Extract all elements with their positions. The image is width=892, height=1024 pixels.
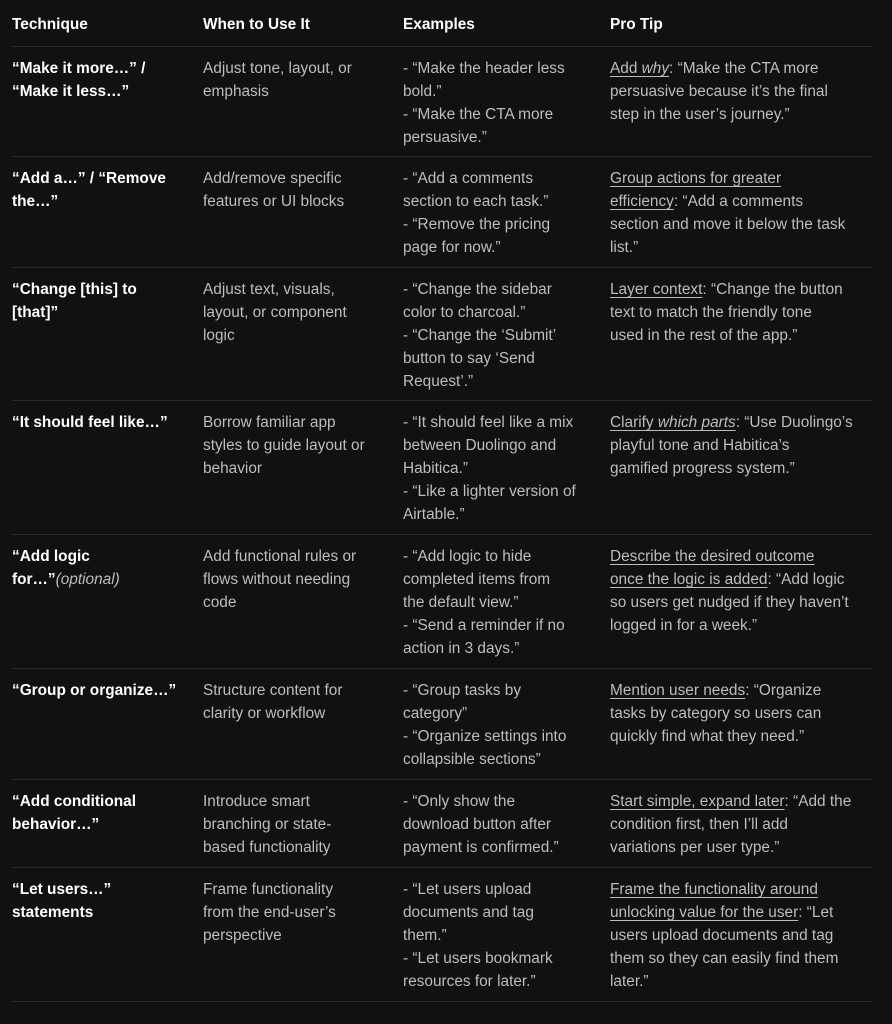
pro-tip-label: Frame the functionality around	[610, 881, 818, 898]
example-line: between Duolingo and	[403, 437, 557, 454]
when-cell	[203, 57, 389, 103]
pro-tip-label: efficiency	[610, 193, 674, 210]
example-line: category”	[403, 705, 468, 722]
example-line: documents and tag	[403, 904, 534, 921]
pro-tip-text: condition first, then I’ll add	[610, 816, 788, 833]
when-line: flows without needing	[203, 571, 351, 588]
pro-tip-text: tasks by category so users can	[610, 705, 822, 722]
when-line: logic	[203, 327, 235, 344]
example-line: action in 3 days.”	[403, 640, 520, 657]
example-line: persuasive.”	[403, 129, 487, 146]
technique-cell	[12, 545, 194, 591]
when-cell	[203, 545, 389, 614]
when-line: Borrow familiar app	[203, 414, 336, 431]
when-line: Adjust text, visuals,	[203, 281, 335, 298]
optional-note: (optional)	[55, 571, 120, 588]
technique-line: “Add logic	[12, 548, 90, 565]
examples-cell	[403, 878, 599, 993]
pro-tip-text: playful tone and Habitica’s	[610, 437, 790, 454]
pro-tip-label: Clarify	[610, 414, 658, 431]
when-line: Structure content for	[203, 682, 343, 699]
pro-tip-text: list.”	[610, 239, 639, 256]
pro-tip-cell	[610, 57, 874, 126]
example-line: - “Add a comments	[403, 170, 534, 187]
when-line: Add functional rules or	[203, 548, 357, 565]
pro-tip-text: them so they can easily find them	[610, 950, 839, 967]
technique-line: “It should feel like…”	[12, 414, 168, 431]
pro-tip-text: : “Use Duolingo’s	[735, 414, 853, 431]
example-line: collapsible sections”	[403, 751, 541, 768]
example-line: - “Remove the pricing	[403, 216, 551, 233]
when-cell	[203, 411, 389, 480]
when-line: perspective	[203, 927, 282, 944]
example-line: - “Let users bookmark	[403, 950, 553, 967]
table-row	[12, 47, 872, 157]
example-line: the default view.”	[403, 594, 519, 611]
header-examples: Examples	[403, 16, 475, 33]
examples-cell	[403, 790, 599, 859]
technique-cell	[12, 411, 194, 434]
pro-tip-cell	[610, 411, 874, 480]
when-line: from the end-user’s	[203, 904, 336, 921]
when-cell	[203, 679, 389, 725]
technique-line: statements	[12, 904, 94, 921]
technique-cell	[12, 167, 194, 213]
examples-cell	[403, 278, 599, 393]
when-cell	[203, 790, 389, 859]
when-line: styles to guide layout or	[203, 437, 365, 454]
pro-tip-label: unlocking value for the user	[610, 904, 799, 921]
when-cell	[203, 878, 389, 947]
example-line: Airtable.”	[403, 506, 465, 523]
pro-tip-cell	[610, 679, 874, 748]
when-line: branching or state-	[203, 816, 332, 833]
pro-tip-label: Start simple, expand later	[610, 793, 785, 810]
example-line: resources for later.”	[403, 973, 536, 990]
pro-tip-label: Mention user needs	[610, 682, 746, 699]
examples-cell	[403, 545, 599, 660]
example-line: them.”	[403, 927, 447, 944]
technique-line: [that]”	[12, 304, 59, 321]
example-line: - “Like a lighter version of	[403, 483, 576, 500]
header-technique: Technique	[12, 16, 88, 33]
pro-tip-text: logged in for a week.”	[610, 617, 758, 634]
pro-tip-label-emphasis: why	[641, 60, 670, 77]
pro-tip-text: : “Let	[798, 904, 834, 921]
table-row	[12, 780, 872, 868]
examples-cell	[403, 411, 599, 526]
example-line: - “Send a reminder if no	[403, 617, 565, 634]
pro-tip-text: section and move it below the task	[610, 216, 846, 233]
table-row	[12, 268, 872, 401]
when-line: code	[203, 594, 237, 611]
pro-tip-label-emphasis: which parts	[657, 414, 736, 431]
technique-line: for…”	[12, 571, 56, 588]
pro-tip-text: used in the rest of the app.”	[610, 327, 798, 344]
pro-tip-text: quickly find what they need.”	[610, 728, 805, 745]
when-line: emphasis	[203, 83, 269, 100]
example-line: Request’.”	[403, 373, 474, 390]
technique-cell	[12, 878, 194, 924]
pro-tip-cell	[610, 167, 874, 259]
pro-tip-label: Layer context	[610, 281, 703, 298]
example-line: completed items from	[403, 571, 551, 588]
when-line: clarity or workflow	[203, 705, 326, 722]
pro-tip-label: Add	[610, 60, 642, 77]
examples-cell	[403, 679, 599, 771]
technique-line: “Make it less…”	[12, 83, 130, 100]
example-line: section to each task.”	[403, 193, 549, 210]
example-line: - “Make the CTA more	[403, 106, 554, 123]
pro-tip-text: so users get nudged if they haven’t	[610, 594, 849, 611]
example-line: - “Group tasks by	[403, 682, 522, 699]
table-row	[12, 868, 872, 1002]
when-line: behavior	[203, 460, 263, 477]
technique-cell	[12, 57, 194, 103]
example-line: - “Only show the	[403, 793, 516, 810]
when-line: Add/remove specific	[203, 170, 342, 187]
pro-tip-cell	[610, 790, 874, 859]
header-when: When to Use It	[203, 16, 310, 33]
example-line: page for now.”	[403, 239, 501, 256]
technique-line: “Change [this] to	[12, 281, 137, 298]
technique-line: behavior…”	[12, 816, 100, 833]
example-line: - “Add logic to hide	[403, 548, 532, 565]
example-line: - “Change the sidebar	[403, 281, 552, 298]
pro-tip-text: persuasive because it’s the final	[610, 83, 828, 100]
pro-tip-text: step in the user’s journey.”	[610, 106, 790, 123]
when-cell	[203, 278, 389, 347]
when-line: layout, or component	[203, 304, 347, 321]
example-line: - “Let users upload	[403, 881, 532, 898]
table-row	[12, 535, 872, 669]
example-line: Habitica.”	[403, 460, 469, 477]
pro-tip-text: text to match the friendly tone	[610, 304, 812, 321]
example-line: payment is confirmed.”	[403, 839, 559, 856]
table-header	[12, 0, 872, 47]
technique-line: “Let users…”	[12, 881, 112, 898]
example-line: bold.”	[403, 83, 442, 100]
pro-tip-text: : “Change the button	[702, 281, 843, 298]
pro-tip-text: gamified progress system.”	[610, 460, 795, 477]
when-line: Introduce smart	[203, 793, 310, 810]
examples-cell	[403, 57, 599, 149]
header-pro-tip: Pro Tip	[610, 16, 663, 33]
pro-tip-cell	[610, 545, 874, 637]
example-line: - “Change the ‘Submit’	[403, 327, 557, 344]
example-line: - “Organize settings into	[403, 728, 567, 745]
example-line: - “Make the header less	[403, 60, 565, 77]
pro-tip-text: : “Add the	[784, 793, 852, 810]
pro-tip-text: : “Add a comments	[673, 193, 804, 210]
technique-cell	[12, 278, 194, 324]
pro-tip-text: : “Add logic	[767, 571, 845, 588]
when-cell	[203, 167, 389, 213]
when-line: Adjust tone, layout, or	[203, 60, 352, 77]
example-line: button to say ‘Send	[403, 350, 535, 367]
examples-cell	[403, 167, 599, 259]
technique-line: “Make it more…” /	[12, 60, 146, 77]
table-row	[12, 669, 872, 780]
table-row	[12, 401, 872, 535]
example-line: color to charcoal.”	[403, 304, 526, 321]
pro-tip-text: later.”	[610, 973, 649, 990]
example-line: - “It should feel like a mix	[403, 414, 574, 431]
pro-tip-text: : “Organize	[745, 682, 822, 699]
technique-line: “Group or organize…”	[12, 682, 177, 699]
pro-tip-text: : “Make the CTA more	[669, 60, 819, 77]
technique-line: “Add a…” / “Remove	[12, 170, 166, 187]
pro-tip-text: variations per user type.”	[610, 839, 780, 856]
when-line: Frame functionality	[203, 881, 334, 898]
pro-tip-label: Group actions for greater	[610, 170, 782, 187]
pro-tip-text: users upload documents and tag	[610, 927, 834, 944]
pro-tip-cell	[610, 878, 874, 993]
technique-cell	[12, 790, 194, 836]
technique-line: the…”	[12, 193, 59, 210]
pro-tip-label: once the logic is added	[610, 571, 768, 588]
example-line: download button after	[403, 816, 552, 833]
technique-cell	[12, 679, 194, 702]
pro-tip-label: Describe the desired outcome	[610, 548, 815, 565]
technique-line: “Add conditional	[12, 793, 136, 810]
when-line: based functionality	[203, 839, 331, 856]
when-line: features or UI blocks	[203, 193, 345, 210]
table-row	[12, 157, 872, 268]
pro-tip-cell	[610, 278, 874, 347]
